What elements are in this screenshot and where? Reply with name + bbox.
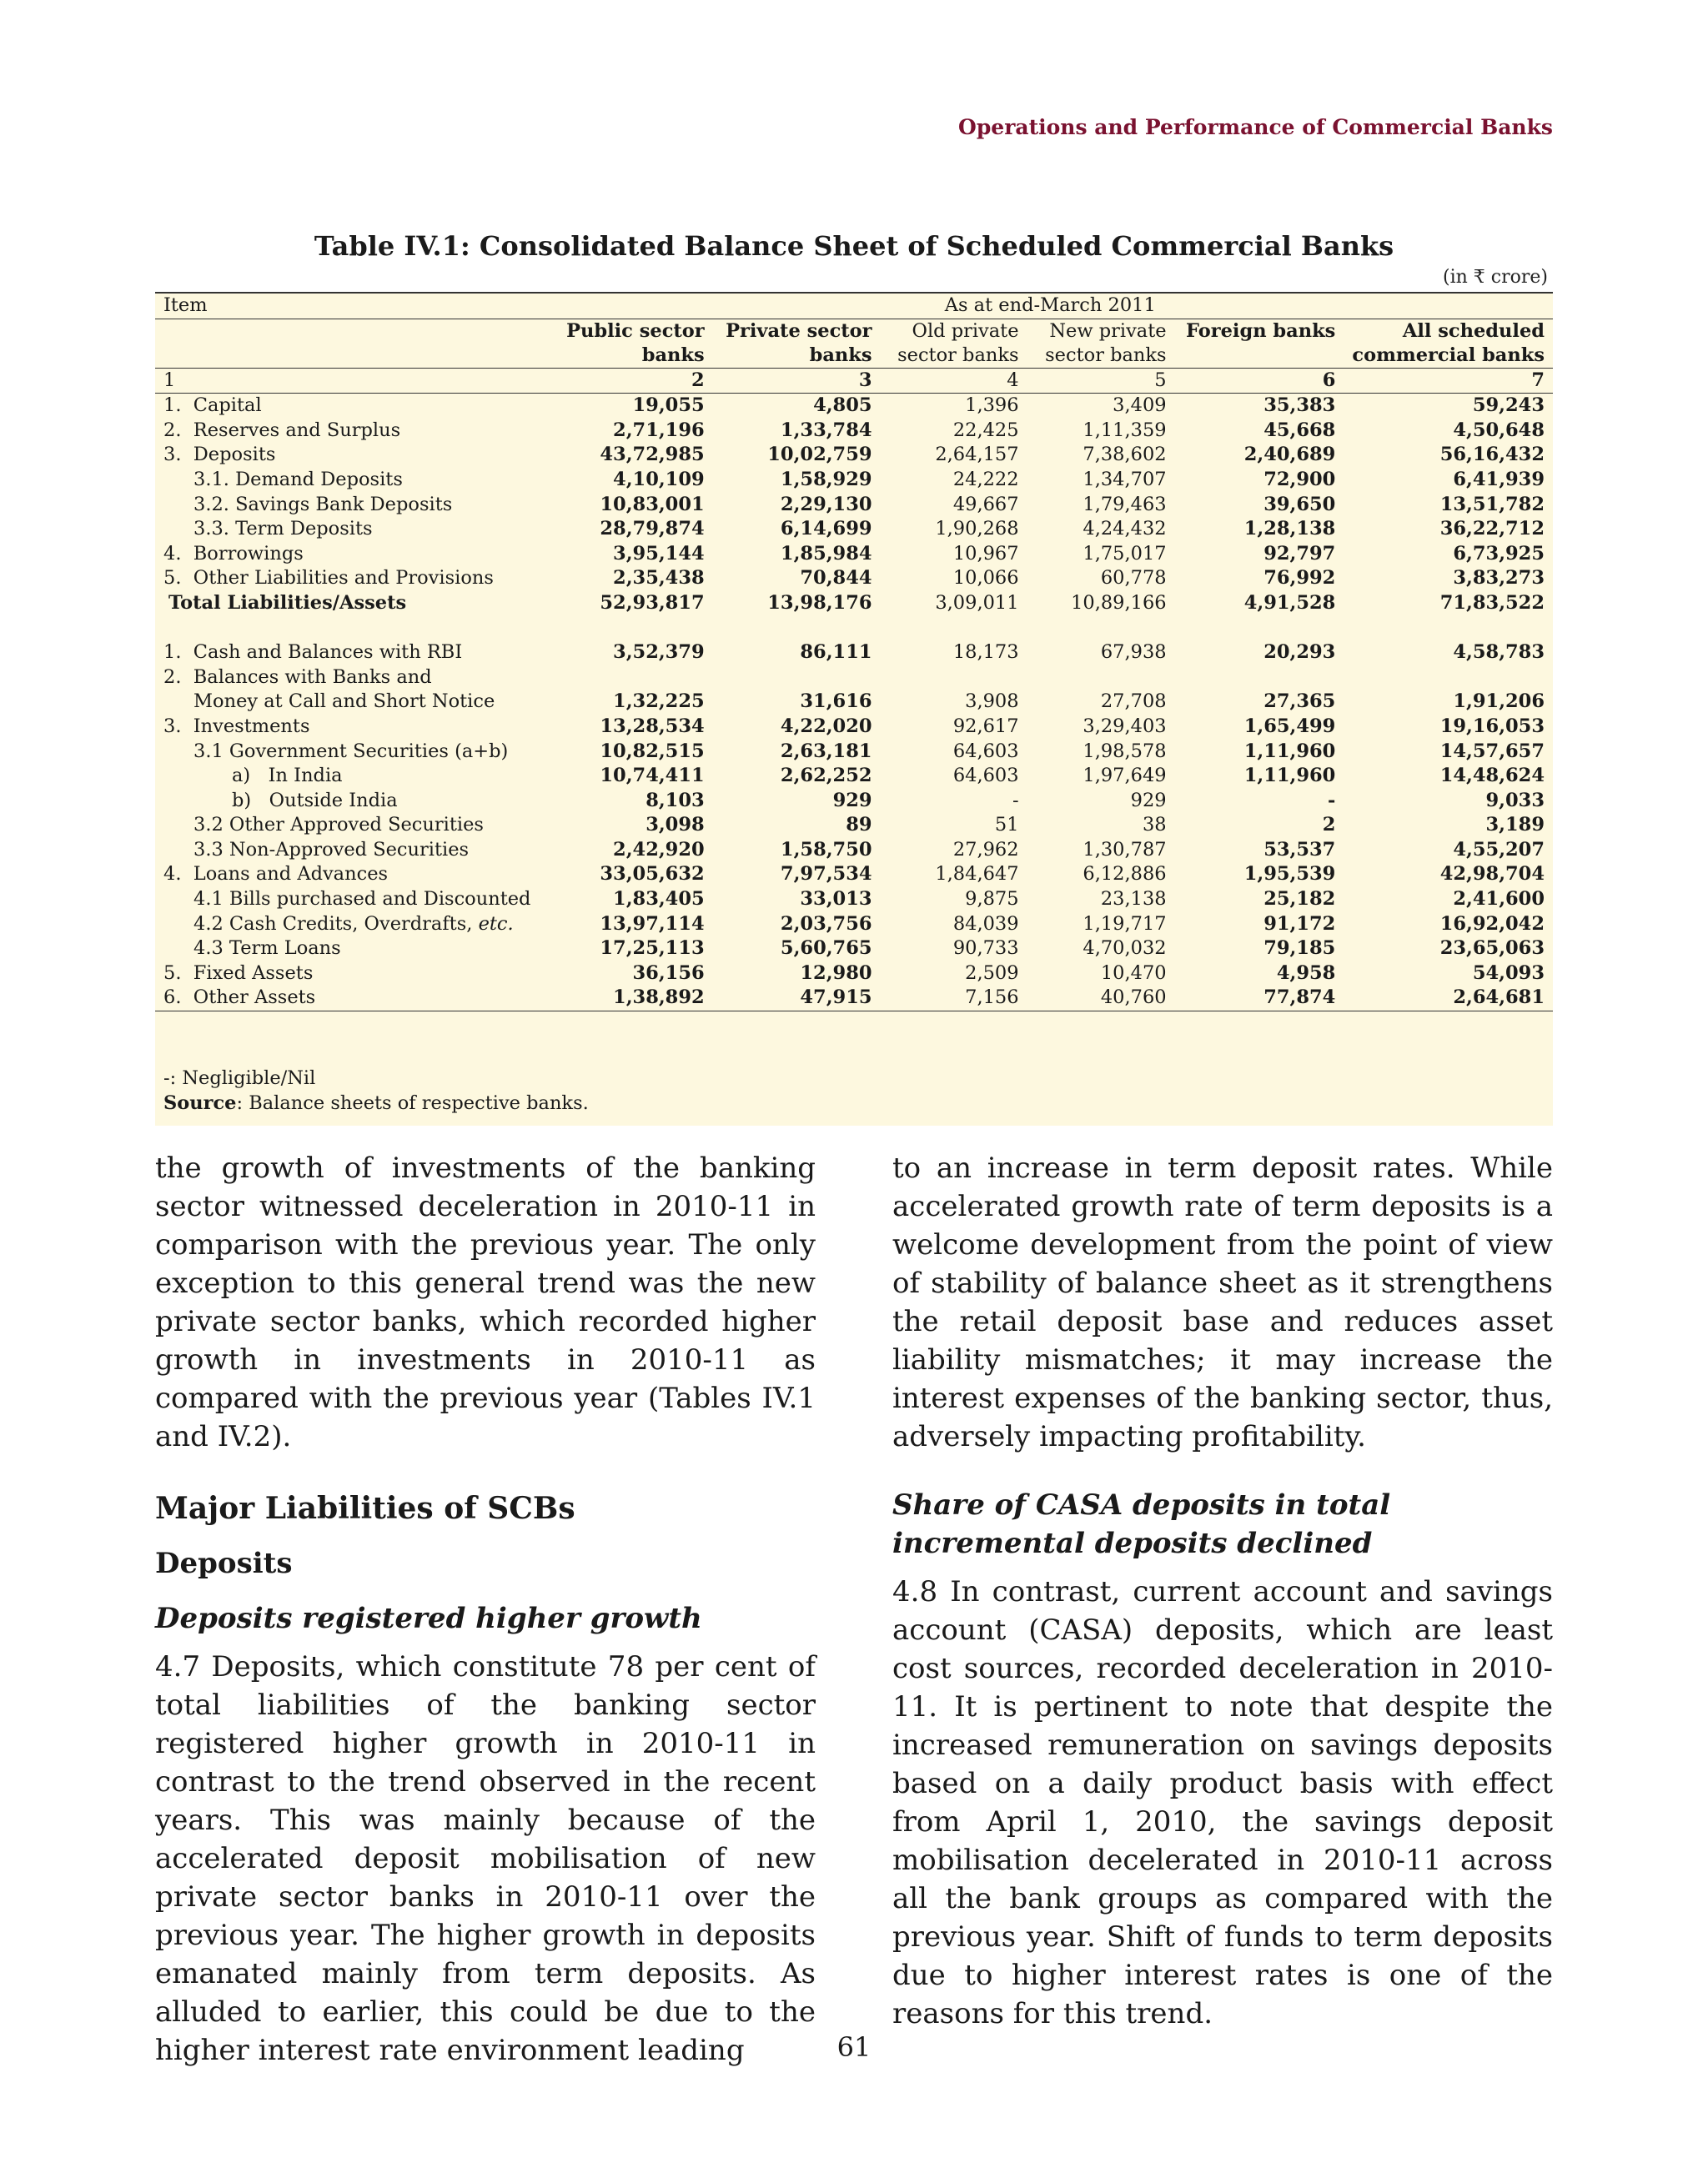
liabilities-rows bbox=[155, 394, 1553, 640]
running-head: Operations and Performance of Commercial Banks bbox=[958, 115, 1553, 139]
table-cell: 3,409 bbox=[1113, 394, 1167, 417]
table-cell: 39,650 bbox=[1263, 493, 1336, 515]
table-cell: 1,28,138 bbox=[1243, 518, 1336, 540]
table-cell: 24,222 bbox=[952, 468, 1019, 490]
table-row bbox=[155, 640, 1553, 665]
table-cell: 3,098 bbox=[646, 814, 705, 836]
table-cell: 18,173 bbox=[952, 641, 1019, 664]
table-title: Table IV.1: Consolidated Balance Sheet of Scheduled Commercial Banks bbox=[314, 230, 1394, 262]
right-intro-paragraph: to an increase in term deposit rates. While accelerated growth rate of term deposits is a welcome development from the point of view of stability of balance sheet as it strengthens the retail deposit base and reduces asset liability mismatches; it may increase the interest expenses of the banking sector, thus, adversely impacting profitability. bbox=[892, 1152, 1553, 1453]
row-label: 3.3 Non-Approved Securities bbox=[193, 838, 470, 861]
table-cell: 8,103 bbox=[646, 789, 705, 811]
table-cell: 1,95,539 bbox=[1243, 863, 1336, 886]
table-cell: 27,365 bbox=[1263, 690, 1336, 713]
negligible-note: -: Negligible/Nil bbox=[163, 1067, 316, 1089]
table-notes bbox=[163, 1066, 589, 1116]
column-header: Private sector banks bbox=[713, 319, 881, 368]
table-row bbox=[155, 443, 1553, 468]
table-cell: 14,48,624 bbox=[1439, 765, 1545, 787]
table-cell: 2,62,252 bbox=[780, 765, 872, 787]
table-cell: 6,73,925 bbox=[1453, 542, 1545, 565]
table-cell: 13,98,176 bbox=[767, 591, 872, 614]
table-cell: 84,039 bbox=[952, 912, 1019, 935]
table-cell: 4,805 bbox=[813, 394, 872, 417]
table-cell: 9,875 bbox=[965, 888, 1019, 911]
table-cell: - bbox=[1328, 789, 1336, 811]
table-cell: 10,83,001 bbox=[600, 493, 705, 515]
table-cell bbox=[1027, 665, 1175, 690]
table-row bbox=[155, 912, 1553, 937]
table-cell: 1,38,892 bbox=[548, 986, 713, 1011]
table-cell: 14,57,657 bbox=[1439, 740, 1545, 762]
subheading-casa-share: Share of CASA deposits in total incremental deposits declined bbox=[892, 1488, 1391, 1560]
table-cell: 23,65,063 bbox=[1439, 937, 1545, 960]
row-label: 1. Capital bbox=[163, 394, 262, 417]
table-cell: 929 bbox=[832, 789, 872, 811]
item-header: Item bbox=[155, 293, 548, 319]
table-cell: 10,470 bbox=[1100, 961, 1167, 984]
table-cell: 12,980 bbox=[800, 961, 872, 984]
table-cell bbox=[1175, 665, 1344, 690]
table-cell: 1,30,787 bbox=[1083, 838, 1167, 861]
table-cell: 9,033 bbox=[1485, 789, 1545, 811]
table-cell: 92,797 bbox=[1263, 542, 1336, 565]
table-cell: 86,111 bbox=[800, 641, 872, 664]
table-cell: 1,85,984 bbox=[780, 542, 872, 565]
table-cell: 6,14,699 bbox=[780, 518, 872, 540]
table-cell: 1,11,359 bbox=[1083, 419, 1167, 441]
table-cell: 31,616 bbox=[800, 690, 872, 713]
table-row bbox=[155, 591, 1553, 616]
table-cell: 43,72,985 bbox=[600, 444, 705, 466]
row-label: 4. Borrowings bbox=[163, 542, 304, 565]
column-number: 1 bbox=[155, 368, 548, 394]
column-number: 6 bbox=[1175, 368, 1344, 394]
table-cell: 1,75,017 bbox=[1083, 542, 1167, 565]
table-cell: 52,93,817 bbox=[600, 591, 705, 614]
table-cell: 1,58,929 bbox=[780, 468, 872, 490]
table-cell: 47,915 bbox=[713, 986, 881, 1011]
column-number: 3 bbox=[713, 368, 881, 394]
table-cell: 56,16,432 bbox=[1439, 444, 1545, 466]
table-cell: 64,603 bbox=[952, 740, 1019, 762]
table-row bbox=[155, 838, 1553, 863]
table-row bbox=[155, 566, 1553, 591]
table-cell: 89 bbox=[846, 814, 872, 836]
row-label: 3.2. Savings Bank Deposits bbox=[193, 493, 453, 515]
table-cell: - bbox=[1012, 789, 1019, 811]
table-cell: 19,055 bbox=[632, 394, 705, 417]
table-cell: 35,383 bbox=[1263, 394, 1336, 417]
table-cell: 13,28,534 bbox=[600, 715, 705, 737]
table-cell: 1,65,499 bbox=[1243, 715, 1336, 737]
table-cell: 2,42,920 bbox=[613, 838, 705, 861]
column-header: New private sector banks bbox=[1027, 319, 1175, 368]
row-label: Money at Call and Short Notice bbox=[193, 690, 495, 713]
table-row bbox=[155, 862, 1553, 887]
table-cell: 2,40,689 bbox=[1243, 444, 1336, 466]
table-cell: 36,22,712 bbox=[1439, 518, 1545, 540]
table-cell: 71,83,522 bbox=[1439, 591, 1545, 614]
table-cell: 2,35,438 bbox=[613, 567, 705, 590]
table-row bbox=[155, 813, 1553, 838]
table-cell: 1,97,649 bbox=[1083, 765, 1167, 787]
table-cell: 2,71,196 bbox=[613, 419, 705, 441]
column-number: 4 bbox=[881, 368, 1027, 394]
table-cell: 1,84,647 bbox=[935, 863, 1019, 886]
balance-sheet-grid bbox=[155, 292, 1553, 1011]
table-cell: 10,066 bbox=[952, 567, 1019, 590]
column-number: 7 bbox=[1344, 368, 1553, 394]
table-row bbox=[155, 715, 1553, 740]
table-cell: 3,09,011 bbox=[935, 591, 1019, 614]
row-label: 4.3 Term Loans bbox=[193, 937, 341, 960]
table-cell bbox=[713, 665, 881, 690]
table-cell: 3,908 bbox=[965, 690, 1019, 713]
table-cell: 28,79,874 bbox=[600, 518, 705, 540]
table-cell: 42,98,704 bbox=[1439, 863, 1545, 886]
table-cell: 3,52,379 bbox=[613, 641, 705, 664]
paragraph-4-7: 4.7 Deposits, which constitute 78 per cent of total liabilities of the banking sector registered higher growth in 2010-11 in contrast to the trend observed in the recent years. This was mainly because of the accelerated deposit mobilisation of new private sector banks in 2010-11 over the previous year. The higher growth in deposits emanated mainly from term deposits. As alluded to earlier, this could be due to the higher interest rate environment leading bbox=[155, 1650, 816, 2067]
table-cell: 2,63,181 bbox=[780, 740, 872, 762]
row-label: 4. Loans and Advances bbox=[163, 863, 389, 886]
table-cell bbox=[548, 665, 713, 690]
table-row bbox=[155, 764, 1553, 789]
table-cell: 10,967 bbox=[952, 542, 1019, 565]
table-cell: 1,33,784 bbox=[780, 419, 872, 441]
row-label: 5. Fixed Assets bbox=[163, 961, 314, 984]
table-cell: 79,185 bbox=[1263, 937, 1336, 960]
column-number: 2 bbox=[548, 368, 713, 394]
table-cell: 49,667 bbox=[952, 493, 1019, 515]
table-cell: 3,83,273 bbox=[1453, 567, 1545, 590]
column-header: Old private sector banks bbox=[881, 319, 1027, 368]
row-label: 3.1. Demand Deposits bbox=[193, 468, 403, 490]
table-row bbox=[155, 517, 1553, 542]
left-intro-paragraph: the growth of investments of the banking sector witnessed deceleration in 2010-11 in comparison with the previous year. The only exception to this general trend was the new private sector banks, which recorded higher growth in investments in 2010-11 as compared with the previous year (Tables IV.1 and IV.2). bbox=[155, 1152, 816, 1453]
table-cell: 10,82,515 bbox=[600, 740, 705, 762]
table-cell: 1,11,960 bbox=[1243, 740, 1336, 762]
source-note: Source: Balance sheets of respective banks. bbox=[163, 1092, 589, 1114]
table-cell: 92,617 bbox=[952, 715, 1019, 737]
table-cell: 1,58,750 bbox=[780, 838, 872, 861]
table-cell: 4,24,432 bbox=[1083, 518, 1167, 540]
table-cell: 1,98,578 bbox=[1083, 740, 1167, 762]
row-label: 6. Other Assets bbox=[155, 986, 548, 1011]
table-cell bbox=[1344, 665, 1553, 690]
table-cell: 1,19,717 bbox=[1083, 912, 1167, 935]
table-cell: 1,79,463 bbox=[1083, 493, 1167, 515]
table-cell: 67,938 bbox=[1100, 641, 1167, 664]
row-label: 5. Other Liabilities and Provisions bbox=[163, 567, 494, 590]
table-row bbox=[155, 542, 1553, 567]
table-cell: 3,189 bbox=[1485, 814, 1545, 836]
table-cell: 77,874 bbox=[1175, 986, 1344, 1011]
column-header: Public sector banks bbox=[548, 319, 713, 368]
row-label: 3.1 Government Securities (a+b) bbox=[193, 740, 509, 762]
table-cell: 4,55,207 bbox=[1453, 838, 1545, 861]
table-cell: 4,10,109 bbox=[613, 468, 705, 490]
left-column bbox=[155, 1149, 816, 2070]
table-cell: 54,093 bbox=[1472, 961, 1545, 984]
table-cell: 17,25,113 bbox=[600, 937, 705, 960]
table-cell: 38 bbox=[1142, 814, 1167, 836]
table-cell: 6,12,886 bbox=[1083, 863, 1167, 886]
table-row bbox=[155, 986, 1553, 1011]
column-header: All scheduled commercial banks bbox=[1344, 319, 1553, 368]
row-label: 4.2 Cash Credits, Overdrafts, etc. bbox=[193, 912, 514, 935]
table-cell: 1,83,405 bbox=[613, 888, 705, 911]
table-cell: 13,51,782 bbox=[1439, 493, 1545, 515]
paragraph-4-8: 4.8 In contrast, current account and savings account (CASA) deposits, which are least cost sources, recorded deceleration in 2010-11. It is pertinent to note that despite the increased remuneration on savings deposits based on a daily product basis with effect from April 1, 2010, the savings deposit mobilisation decelerated in 2010-11 across all the bank groups as compared with the previous year. Shift of funds to term deposits due to higher interest rates is one of the reasons for this trend. bbox=[892, 1575, 1553, 2030]
table-row bbox=[155, 740, 1553, 765]
table-row bbox=[155, 493, 1553, 518]
heading-major-liabilities: Major Liabilities of SCBs bbox=[155, 1491, 575, 1526]
table-cell: 3,29,403 bbox=[1083, 715, 1167, 737]
row-label: 3.3. Term Deposits bbox=[193, 518, 373, 540]
table-cell bbox=[881, 665, 1027, 690]
table-cell: 33,05,632 bbox=[600, 863, 705, 886]
table-cell: 1,32,225 bbox=[613, 690, 705, 713]
table-row bbox=[155, 789, 1553, 814]
table-cell: 40,760 bbox=[1027, 986, 1175, 1011]
table-cell: 45,668 bbox=[1263, 419, 1336, 441]
balance-sheet-table bbox=[155, 292, 1553, 1126]
table-row bbox=[155, 394, 1553, 419]
table-row bbox=[155, 419, 1553, 444]
table-cell: 10,02,759 bbox=[767, 444, 872, 466]
table-cell: 4,91,528 bbox=[1243, 591, 1336, 614]
table-row bbox=[155, 690, 1553, 715]
row-label: b) Outside India bbox=[232, 789, 398, 811]
table-cell: 4,50,648 bbox=[1453, 419, 1545, 441]
table-cell: 2,64,157 bbox=[935, 444, 1019, 466]
table-cell: 27,708 bbox=[1100, 690, 1167, 713]
table-cell: 36,156 bbox=[632, 961, 705, 984]
heading-deposits: Deposits bbox=[155, 1547, 293, 1580]
row-label: Total Liabilities/Assets bbox=[168, 591, 407, 614]
table-cell: 19,16,053 bbox=[1439, 715, 1545, 737]
table-cell: 1,90,268 bbox=[935, 518, 1019, 540]
table-units: (in ₹ crore) bbox=[1443, 267, 1548, 288]
row-label: 1. Cash and Balances with RBI bbox=[163, 641, 463, 664]
row-label: 3. Deposits bbox=[163, 444, 276, 466]
subheading-deposits-growth: Deposits registered higher growth bbox=[155, 1602, 702, 1635]
table-cell: 1,396 bbox=[965, 394, 1019, 417]
table-cell: 2 bbox=[1322, 814, 1336, 836]
row-label: 2. Balances with Banks and bbox=[163, 665, 432, 688]
assets-rows bbox=[155, 640, 1553, 1011]
table-cell: 91,172 bbox=[1263, 912, 1336, 935]
row-label: a) In India bbox=[232, 765, 343, 787]
table-cell: 6,41,939 bbox=[1453, 468, 1545, 490]
table-cell: 27,962 bbox=[952, 838, 1019, 861]
table-cell: 2,03,756 bbox=[780, 912, 872, 935]
table-cell: 25,182 bbox=[1263, 888, 1336, 911]
table-cell: 2,64,681 bbox=[1344, 986, 1553, 1011]
table-cell: 51 bbox=[994, 814, 1019, 836]
table-row bbox=[155, 468, 1553, 493]
table-cell: 2,29,130 bbox=[780, 493, 872, 515]
table-cell: 7,38,602 bbox=[1083, 444, 1167, 466]
table-row bbox=[155, 936, 1553, 961]
table-cell: 16,92,042 bbox=[1439, 912, 1545, 935]
table-cell: 5,60,765 bbox=[780, 937, 872, 960]
table-cell: 33,013 bbox=[800, 888, 872, 911]
table-cell: 4,22,020 bbox=[780, 715, 872, 737]
table-cell: 7,97,534 bbox=[780, 863, 872, 886]
table-cell: 929 bbox=[1130, 789, 1167, 811]
table-cell: 4,70,032 bbox=[1083, 937, 1167, 960]
spacer-row bbox=[155, 616, 1553, 641]
table-cell: 10,89,166 bbox=[1071, 591, 1167, 614]
page-number: 61 bbox=[836, 2031, 872, 2063]
table-cell: 10,74,411 bbox=[600, 765, 705, 787]
row-label: 3.2 Other Approved Securities bbox=[193, 814, 484, 836]
column-number: 5 bbox=[1027, 368, 1175, 394]
table-cell: 1,91,206 bbox=[1453, 690, 1545, 713]
table-cell: 20,293 bbox=[1263, 641, 1336, 664]
table-cell: 72,900 bbox=[1263, 468, 1336, 490]
table-cell: 3,95,144 bbox=[613, 542, 705, 565]
table-cell: 1,11,960 bbox=[1243, 765, 1336, 787]
column-header: Foreign banks bbox=[1175, 319, 1344, 368]
span-header: As at end-March 2011 bbox=[548, 293, 1553, 319]
row-label: 4.1 Bills purchased and Discounted bbox=[193, 888, 531, 911]
table-row bbox=[155, 665, 1553, 690]
right-column bbox=[892, 1149, 1553, 2033]
table-cell: 64,603 bbox=[952, 765, 1019, 787]
table-cell: 90,733 bbox=[952, 937, 1019, 960]
table-cell: 23,138 bbox=[1100, 888, 1167, 911]
table-cell: 13,97,114 bbox=[600, 912, 705, 935]
table-cell: 4,958 bbox=[1276, 961, 1336, 984]
table-cell: 59,243 bbox=[1472, 394, 1545, 417]
table-cell: 60,778 bbox=[1100, 567, 1167, 590]
table-row bbox=[155, 961, 1553, 986]
row-label: 3. Investments bbox=[163, 715, 310, 737]
table-cell: 76,992 bbox=[1263, 567, 1336, 590]
table-cell: 2,509 bbox=[965, 961, 1019, 984]
table-cell: 7,156 bbox=[881, 986, 1027, 1011]
table-cell: 2,41,600 bbox=[1453, 888, 1545, 911]
table-cell: 4,58,783 bbox=[1453, 641, 1545, 664]
row-label: 2. Reserves and Surplus bbox=[163, 419, 401, 441]
table-row bbox=[155, 887, 1553, 912]
table-cell: 70,844 bbox=[800, 567, 872, 590]
table-cell: 22,425 bbox=[952, 419, 1019, 441]
table-cell: 53,537 bbox=[1263, 838, 1336, 861]
table-cell: 1,34,707 bbox=[1083, 468, 1167, 490]
